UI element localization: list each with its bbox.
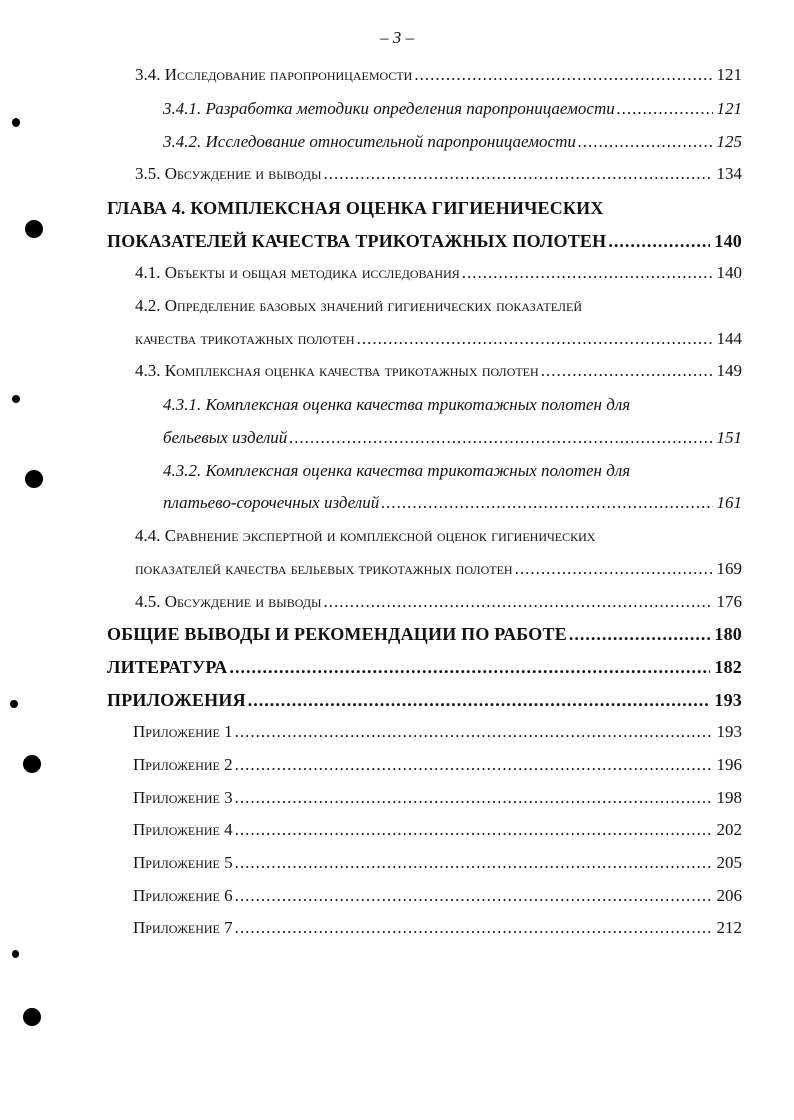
- toc-page: 196: [716, 755, 742, 774]
- toc-label: Приложение 4: [133, 820, 233, 839]
- leader-dots: [323, 163, 712, 185]
- leader-dots: [414, 64, 712, 86]
- toc-entry-appendix-4[interactable]: [133, 819, 742, 841]
- toc-label: Приложение 7: [133, 918, 233, 937]
- toc-entry-4-3[interactable]: [135, 360, 742, 382]
- leader-dots: [608, 230, 710, 252]
- toc-entry-4-3-2-line1[interactable]: 4.3.2. Комплексная оценка качества трикотажных полотен для: [163, 461, 631, 480]
- toc-page: 144: [716, 329, 742, 348]
- leader-dots: [323, 591, 712, 613]
- toc-label: 3.5. Обсуждение и выводы: [135, 164, 322, 183]
- leader-dots: [541, 360, 713, 382]
- punch-hole-icon: [25, 220, 43, 238]
- toc-page: 193: [714, 690, 742, 710]
- toc-label: Приложение 3: [133, 788, 233, 807]
- toc-chapter-4-title-line1[interactable]: ГЛАВА 4. КОМПЛЕКСНАЯ ОЦЕНКА ГИГИЕНИЧЕСКИХ: [107, 198, 604, 218]
- toc-entry-chapter-4[interactable]: [107, 230, 742, 252]
- toc-entry-appendices[interactable]: [107, 689, 742, 711]
- toc-entry-4-2[interactable]: [135, 328, 742, 350]
- toc-label: 3.4.1. Разработка методики определения паропроницаемости: [163, 99, 615, 118]
- toc-entry-appendix-3[interactable]: [133, 787, 742, 809]
- leader-dots: [235, 885, 713, 907]
- toc-page: 149: [716, 361, 742, 380]
- toc-label: ОБЩИЕ ВЫВОДЫ И РЕКОМЕНДАЦИИ ПО РАБОТЕ: [107, 624, 567, 644]
- toc-entry-appendix-6[interactable]: [133, 885, 742, 907]
- toc-page: 212: [716, 918, 742, 937]
- leader-dots: [235, 852, 713, 874]
- leader-dots: [235, 721, 713, 743]
- toc-page: 169: [716, 559, 742, 578]
- toc-label: 4.3. Комплексная оценка качества трикотажных полотен: [135, 361, 539, 380]
- toc-entry-appendix-1[interactable]: [133, 721, 742, 743]
- toc-entry-literature[interactable]: [107, 656, 742, 678]
- toc-label: 4.1. Объекты и общая методика исследования: [135, 263, 460, 282]
- toc-entry-3-4-2[interactable]: [163, 131, 742, 153]
- toc-page: 176: [716, 592, 742, 611]
- toc-label: ЛИТЕРАТУРА: [107, 657, 228, 677]
- toc-label: 4.5. Обсуждение и выводы: [135, 592, 322, 611]
- punch-hole-icon: [23, 1008, 41, 1026]
- toc-label: ПРИЛОЖЕНИЯ: [107, 690, 246, 710]
- toc-entry-appendix-7[interactable]: [133, 917, 742, 939]
- toc-entry-4-1[interactable]: [135, 262, 742, 284]
- toc-page: 140: [714, 231, 742, 251]
- toc-entry-conclusions[interactable]: [107, 623, 742, 645]
- toc-label: 3.4. Исследование паропроницаемости: [135, 65, 413, 84]
- leader-dots: [229, 656, 710, 678]
- leader-dots: [248, 689, 711, 711]
- toc-page: 202: [716, 820, 742, 839]
- toc-page: 121: [716, 99, 742, 118]
- punch-hole-icon: [23, 755, 41, 773]
- scan-speck-icon: [12, 950, 19, 958]
- toc-label: бельевых изделий: [163, 428, 288, 447]
- toc-label: Приложение 5: [133, 853, 233, 872]
- toc-entry-4-5[interactable]: [135, 591, 742, 613]
- toc-label: Приложение 1: [133, 722, 233, 741]
- toc-page: 198: [716, 788, 742, 807]
- toc-label: Приложение 6: [133, 886, 233, 905]
- toc-entry-4-2-line1[interactable]: 4.2. Определение базовых значений гигиенических показателей: [135, 296, 583, 315]
- toc-entry-3-4[interactable]: [135, 64, 742, 86]
- leader-dots: [357, 328, 713, 350]
- toc-page: 134: [716, 164, 742, 183]
- leader-dots: [578, 131, 713, 153]
- toc-label: платьево-сорочечных изделий: [163, 493, 380, 512]
- toc-label: Приложение 2: [133, 755, 233, 774]
- toc-page: 193: [716, 722, 742, 741]
- toc-page: 182: [714, 657, 742, 677]
- toc-entry-4-3-2[interactable]: [163, 492, 742, 514]
- toc-entry-appendix-2[interactable]: [133, 754, 742, 776]
- toc-page: 206: [716, 886, 742, 905]
- toc-page: 140: [716, 263, 742, 282]
- toc-label: качества трикотажных полотен: [135, 329, 355, 348]
- toc-label: показателей качества бельевых трикотажных полотен: [135, 559, 513, 578]
- leader-dots: [235, 917, 713, 939]
- toc-page: 151: [716, 428, 742, 447]
- toc-entry-4-3-1[interactable]: [163, 427, 742, 449]
- page-number: – 3 –: [380, 28, 414, 47]
- toc-page: 205: [716, 853, 742, 872]
- leader-dots: [515, 558, 713, 580]
- scan-speck-icon: [10, 700, 18, 708]
- toc-label: 3.4.2. Исследование относительной паропроницаемости: [163, 132, 576, 151]
- toc-label: ПОКАЗАТЕЛЕЙ КАЧЕСТВА ТРИКОТАЖНЫХ ПОЛОТЕН: [107, 231, 607, 251]
- scan-speck-icon: [12, 395, 20, 403]
- leader-dots: [235, 754, 713, 776]
- scan-speck-icon: [12, 118, 20, 127]
- leader-dots: [381, 492, 712, 514]
- toc-page: 125: [716, 132, 742, 151]
- toc-page: 161: [716, 493, 742, 512]
- punch-hole-icon: [25, 470, 43, 488]
- leader-dots: [617, 98, 713, 120]
- toc-entry-4-4-line1[interactable]: 4.4. Сравнение экспертной и комплексной оценок гигиенических: [135, 526, 596, 545]
- toc-entry-3-5[interactable]: [135, 163, 742, 185]
- toc-entry-3-4-1[interactable]: [163, 98, 742, 120]
- toc-entry-4-3-1-line1[interactable]: 4.3.1. Комплексная оценка качества трикотажных полотен для: [163, 395, 631, 414]
- toc-entry-4-4[interactable]: [135, 558, 742, 580]
- toc-entry-appendix-5[interactable]: [133, 852, 742, 874]
- leader-dots: [235, 819, 713, 841]
- leader-dots: [289, 427, 712, 449]
- toc-page: 180: [714, 624, 742, 644]
- leader-dots: [569, 623, 710, 645]
- leader-dots: [235, 787, 713, 809]
- leader-dots: [462, 262, 713, 284]
- toc-page: 121: [716, 65, 742, 84]
